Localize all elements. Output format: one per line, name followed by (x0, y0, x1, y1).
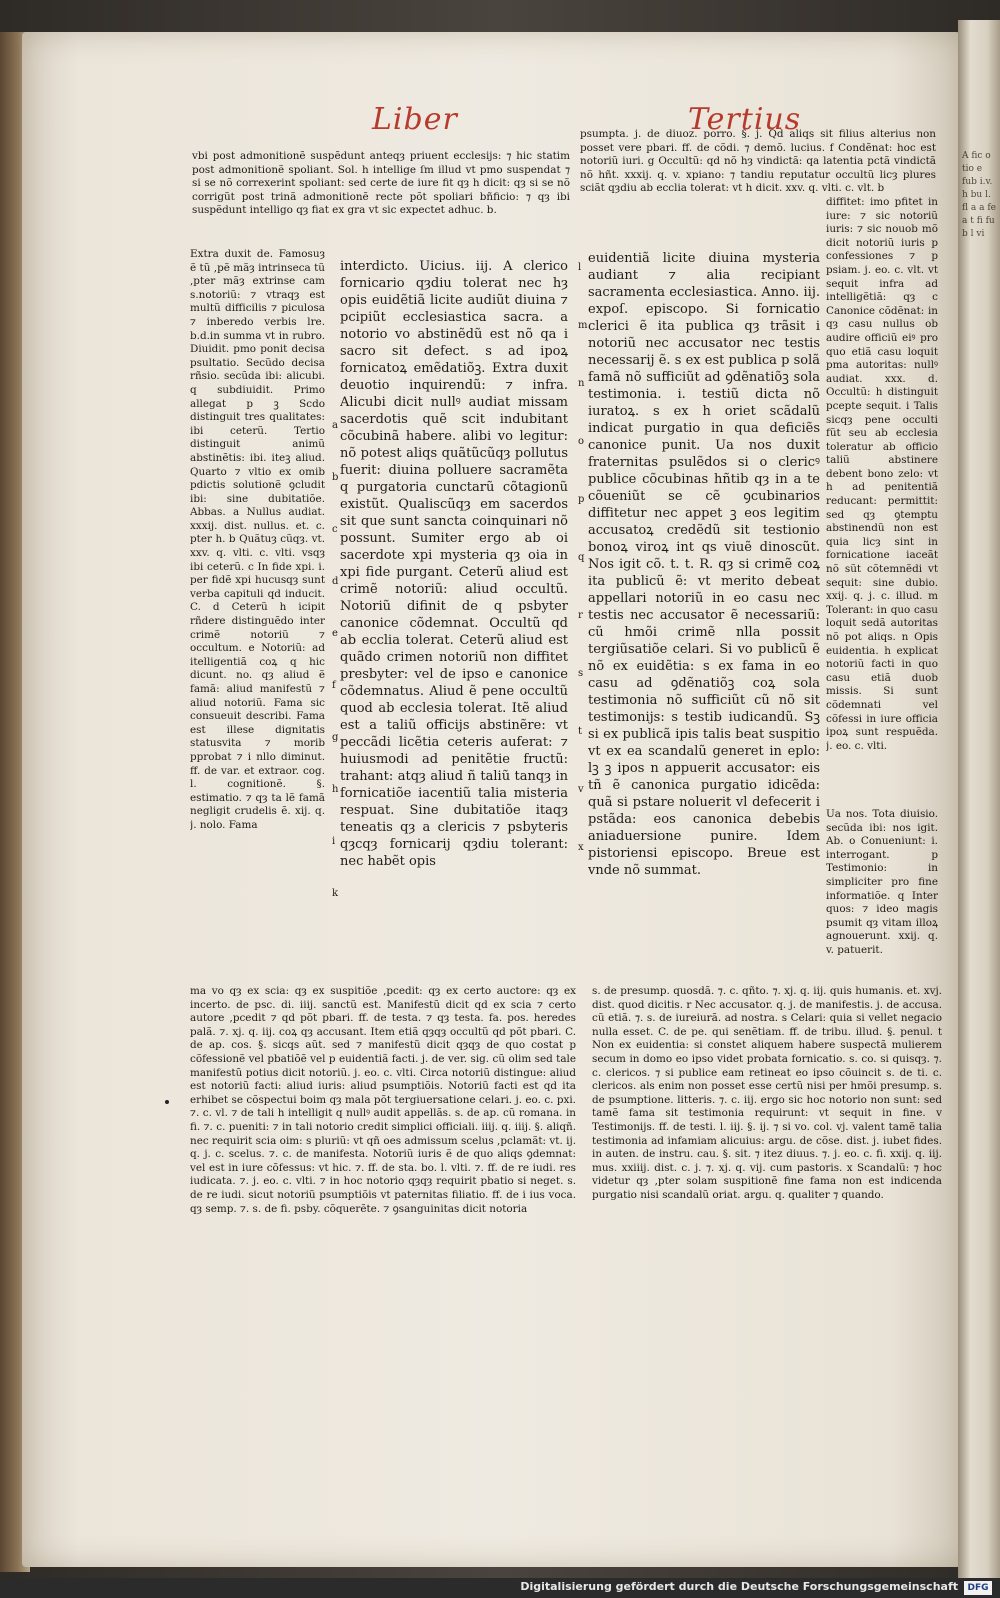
margin-letter: n (578, 378, 585, 389)
margin-letter: g (332, 732, 339, 743)
margin-letter: k (332, 888, 339, 899)
margin-letter: e (332, 628, 338, 639)
margin-letter: s (578, 668, 584, 679)
margin-letter: c (332, 524, 338, 535)
gloss-bottom-left: ma vo qȝ ex scia: qȝ ex suspitiõe ,pcedit: qȝ ex certo auctore: qȝ ex incerto. de psc. di. iiij. sanctũ est. Manifestũ dicit qd ex scia ⁊ certo autore ,pcedit ⁊ qd põt pbari. ff. de testa. ⁊ qȝ testa. fa. pos. heredes palã. ⁊. xj. q. iij. coꝝ qȝ accusant. Item etiã qȝqȝ occultũ qd põt pbari. C. de ap. cos. §. sicqs aũt. sed ⁊ manifestũ dicit qȝqȝ de quo costat p cõfessionẽ vel pbatiõẽ vel p euidentiã facti. j. de ver. sig. cũ olim sed tale manifestũ potius dicit notoriũ. j. eo. c. vlti. Circa notoriũ distingue: aliud est notoriũ facti: aliud iuris: aliud psumptiõis. Notoriũ facti est qd ita erhibet se cõspectui boim qȝ mala põt tergiuersatione celari. j. eo. c. pxi. ⁊. c. vl. ⁊ de tali h intelligit q nullꝰ audit appellãs. s. de ap. cũ romana. in fi. ⁊. c. pueniti: ⁊ in tali notorio credit simplici officiali. iiij. q. iiij. §. aliqñ. nec requirit scia oim: s pluriũ: vt qñ oes admissum scelus ,pclamãt: vt. ij. q. j. c. scelus. ⁊. c. de manifesta. Notoriũ iuris ẽ de quo aliqs ꝯdemnat: vel est in iure cõfessus: vt hic. ⁊. ff. de sta. bo. l. vlti. ⁊. ff. de re iudi. res iudicata. ⁊. j. eo. c. vlti. ⁊ in hoc notorio qȝqȝ requirit pbatio si neget. s. de re iudi. sicut notoriũ psumptiõis vt paternitas filiatio. ff. de i ius voca. qȝ semp. ⁊. s. de fi. psby. cõquerẽte. ⁊ ꝯsanguinitas dicit notoria (190, 985, 576, 1215)
running-head-right: Tertius (688, 102, 802, 137)
margin-letter: l (578, 262, 582, 273)
margin-letter: p (578, 494, 585, 505)
main-text-column-2: euidentiã licite diuina mysteria audiant ⁊ alia recipiant sacramenta ecclesiastica. Anno. iij. expoſ. episcopo. Si fornicatio clerici ẽ ita publica qȝ trãsit i notoriũ nec accusator nec testis necessarij ẽ. s ex est publica p solã famã nõ sufficiũt ad ꝯdẽnatiõꝫ sola testimonia. i. testiũ dicta nõ iuratoꝝ. s ex h oriet scãdalũ indicat purgatio in qua deficiẽs canonice punit. Ua nos duxit fraternitas psulẽdos si o clericꝰ publice cõcubinas hñtib qȝ in a te cõueniũt se cẽ ꝯcubinarios diffitetur nec appet ꝫ eos legitim accusatoꝝ credẽdũ sit testionio bonoꝝ viroꝝ int qs viuẽ dinoscũt. Nos igit cõ. t. t. R. qȝ si crimẽ coꝝ ita publicũ ẽ: vt merito debeat appellari notoriũ in eo casu nec testis nec accusator ẽ necessariũ: cũ hmõi crimẽ nlla possit tergiũsatiõe celari. Si vo publicũ ẽ nõ ex euidẽtia: s ex fama in eo casu ad ꝯdẽnatiõꝫ coꝝ sola testimonia nõ sufficiũt cũ nõ sit testimonijs: s testib iudicandũ. Sꝫ si ex publicã ipis talis beat suspitio vt ex ea scandalũ generet in eplo: lꝫ ꝫ ipos n appuerit accusator: eis tñ ẽ canonica purgatio idicẽda: quã si pstare noluerit vl defecerit i pstãda: eos canonica debebis aniaduersione punire. Idem pistoriensi episcopo. Breue est vnde nõ summat. (588, 251, 820, 878)
margin-letter: m (578, 320, 588, 331)
margin-letter: a (332, 420, 338, 431)
running-head-left: Liber (372, 102, 458, 137)
margin-letter: x (578, 842, 584, 853)
margin-letter: b (332, 472, 339, 483)
gloss-right-column-lower: Ua nos. Tota diuisio. secũda ibi: nos igit. Ab. o Conueniunt: i. interrogant. p Testimonio: in simpliciter pro fine informatiõe. q Inter quos: ⁊ ideo magis psumit qȝ vitam illoꝝ agnouerunt. xxij. q. v. patuerit. (826, 808, 938, 956)
margin-letter: o (578, 436, 585, 447)
gloss-top-right: psumpta. j. de diuoz. porro. §. j. Qd aliqs sit filius alterius non posset vere pbari. ff. de cõdi. ⁊ demõ. lucius. f Condẽnat: hoc est notoriũ iuri. g Occultũ: qd nõ hȝ vindictã: qa latentia pctã vindictã nõ hñt. xxxij. q. v. xpiano: ⁊ tandiu reputatur occultũ licȝ plures sciãt qȝdiu ab ecclia tolerat: vt h dicit. xxv. q. vlti. c. vlt. b (580, 128, 936, 195)
dfg-logo: DFG (964, 1581, 992, 1595)
ink-spot (165, 1100, 169, 1104)
margin-letter: t (578, 726, 583, 737)
margin-letter: q (578, 552, 585, 563)
gloss-bottom-right: s. de presump. quosdã. ⁊. c. qñto. ⁊. xj. q. iij. quis humanis. et. xvj. dist. quod dicitis. r Nec accusator. q. j. de manifestis. j. de accusa. cũ etiã. ⁊. s. de iureiurã. ad nostra. s Celari: quia si vellet negacio nulla esset. C. de pe. qui senẽtiam. ff. de tribu. illud. §. penul. t Non ex euidentia: si constet aliquem habere suspectã mulierem secum in domo eo ipso videt probata fornicatio. s. co. si quisqȝ. ⁊. c. clericos. ⁊ si publice eam retineat eo ipso cõuincit s. de ti. c. clericos. als enim non posset esse certũ nisi per hmõi presump. s. de psumptione. litteris. ⁊. c. iij. ergo sic hoc notorio non sunt: sed tamẽ fama sit testimonia requirunt: vt sequit in fine. v Testimonijs. ff. de testi. l. iij. §. ij. ⁊ si vo. col. vj. valent tamẽ talia testimonia ad infamiam alicuius: argu. de cõse. dist. j. iubet fides. in auten. de instru. cau. §. sit. ⁊ itez diuus. ⁊. j. eo. c. fi. xxij. q. iij. mus. xxiiij. dist. c. j. ⁊. xj. q. vij. cum pastoris. x Scandalũ: ⁊ hoc videtur qȝ ,pter solam suspitionẽ fine fama non est indicenda purgatio nisi scandalũ oriat. argu. q. qualiter ⁊ quando. (592, 985, 942, 1201)
gloss-right-column: diffitet: imo pfitet in iure: ⁊ sic notoriũ iuris: ⁊ sic nouob mõ dicit notoriũ iuris p confessiones ⁊ p psiam. j. eo. c. vlt. vt sequit infra ad intelligẽtiã: qȝ c Canonice cõdẽnat: in qȝ casu nullus ob audire officiũ eiꝰ pro quo etiã casu loquit pma autoritas: nullꝰ audiat. xxx. d. Occultũ: h distinguit pcepte sequit. i Talis sicqȝ pene occulti fũt seu ab ecclesia toleratur ab officio taliũ abstinere debent bono zelo: vt h ad penitentiã reducant: permittit: sed qȝ ꝯtemptu abstinendũ non est quia licȝ sint in fornicatione iaceãt nõ sũt cõtemnẽdi vt sequit: sine dubio. xxij. q. j. c. illud. m Tolerant: in quo casu loquit sedã autoritas nõ pot aliqs. n Opis euidentia. h explicat notoriũ facti in quo casu etiã duob missis. Si sunt cõdemnati vel cõfessi in iure officia ipoꝝ sunt respuẽda. j. eo. c. vlti. (826, 196, 938, 752)
gloss-left-column: Extra duxit de. Famosuȝ ẽ tũ ,pẽ mãȝ intrinseca tũ ,pter mãȝ extrinse cam s.notoriũ: ⁊ vtraqȝ est multũ difficilis ⁊ piculosa ⁊ inberedo verbis lre. b.d.in summa vt in rubro. Diuidit. pmo ponit decisa psultatio. Secũdo decisa rñsio. secũda ibi: alicubi. q subdiuidit. Primo allegat p ꝫ Scdo distinguit tres qualitates: ibi ceterũ. Tertio distinguit animũ abstinẽtis: ibi. iteꝫ aliud. Quarto ⁊ vltio ex omib pdictis solutionẽ ꝯcludit ibi: sine dubitatiõe. Abbas. a Nullus audiat. xxxij. dist. nullus. et. c. pter h. b Quãtuȝ cũqȝ. vt. xxv. q. vlti. c. vlti. vsqȝ ibi ceterũ. c In fide xpi. i. per fidẽ xpi hucusqȝ sunt verba capituli qd inducit. C. d Ceterũ h icipit rñdere distinguẽdo inter crimẽ notoriũ ⁊ occultum. e Notoriũ: ad itelligentiã coꝝ q hic dicunt. no. qȝ aliud ẽ famã: aliud manifestũ ⁊ aliud notoriũ. Fama sic consueuit describi. Fama est illese dignitatis statusvita ⁊ morib pprobat ⁊ i nllo diminut. ff. de var. et extraor. cog. l. cognitionẽ. §. estimatio. ⁊ qȝ ta lẽ famã negligit crudelis ẽ. xij. q. j. nolo. Fama (190, 248, 325, 831)
main-text-column-1: interdicto. Uicius. iij. A clerico fornicario qȝdiu tolerat nec hȝ opis euidẽtiã licite audiũt diuina ⁊ pcipiũt ecclesiastica sacra. a notorio vo abstinẽdũ est nõ qa i sacro sit defect. s ad ipoꝝ fornicatoꝝ emẽdatiõꝫ. Extra duxit deuotio inquirendũ: ⁊ infra. Alicubi dicit nullꝰ audiat missam sacerdotis quẽ scit indubitant cõcubinã habere. alibi vo legitur: nõ potest aliqs quãtũcũqȝ pollutus fuerit: diuina polluere sacramẽta q purgatoria cunctarũ cõtagionũ existũt. Qualiscũqȝ em sacerdos sit que sunt sancta coinquinari nõ possunt. Sumiter ergo ab oi sacerdote xpi mysteria qȝ oia in xpi fide purgant. Ceterũ aliud est crimẽ notoriũ: aliud occultũ. Notoriũ difinit de q psbyter canonice cõdemnat. Occultũ qd ab ecclia tolerat. Ceterũ aliud est quãdo crimen notoriũ non diffitet presbyter: vel de ipso e canonice cõdemnatus. Aliud ẽ pene occultũ quod ab ecclesia tolerat. Itẽ aliud est a taliũ officijs abstinẽre: vt peccãdi licẽtia ceteris auferat: ⁊ huiusmodi ad penitẽtie fructũ: trahant: atqȝ aliud ñ taliũ tanqȝ in fornicatiõe iacentiũ talia misteria respuat. Sine dubitatiõe itaqȝ teneatis qȝ a clericis ⁊ psbyteris qȝcqȝ fornicarij qȝdiu tolerant: nec habẽt opis (340, 259, 568, 869)
next-page-text: A fic o tio e fub i.v. h bu l. fl a a fe a t fi fu b l vi (962, 151, 996, 239)
margin-letter: r (578, 610, 583, 621)
footer-credit: Digitalisierung gefördert durch die Deutsche Forschungsgemeinschaft (520, 1580, 958, 1593)
margin-letter: f (332, 680, 336, 691)
margin-letter: h (332, 784, 339, 795)
gloss-top-left: vbi post admonitionẽ suspẽdunt anteqȝ priuent ecclesijs: ⁊ hic statim post admonitionẽ spoliant. Sol. h intellige ſm illud vt pmo suspendat ⁊ si se nõ correxerint spoliant: sed certe de iure fit qȝ h dicit: qȝ si se nõ corrigũt post trinã admonitionẽ recte põt spoliari bñficio: ⁊ qȝ ibi suspẽdunt intelligo qȝ fiat ex gra vt sic expectet adhuc. b. (192, 150, 570, 217)
margin-letter: d (332, 576, 339, 587)
margin-letter: v (578, 784, 584, 795)
margin-letter: i (332, 836, 336, 847)
